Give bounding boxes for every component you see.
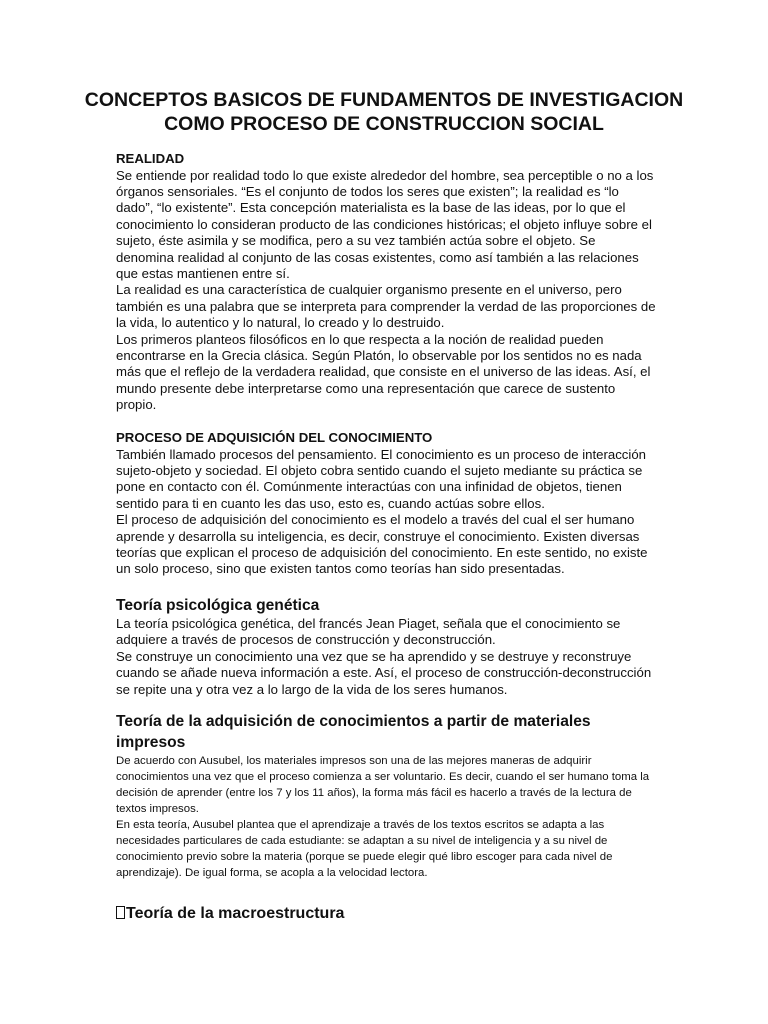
paragraph: Se entiende por realidad todo lo que existe alrededor del hombre, sea perceptible o no a los órganos sensoriales. “Es el conjunto de todos los seres que existen”; la realidad es “lo dado”, “lo existente”. Esta concepción materialista es la base de las ideas, por lo que el conocimiento lo consideran producto de las condiciones históricas; el objeto influye sobre el sujeto, éste asimila y se modifica, pero a su vez también actúa sobre el objeto. Se denomina realidad al conjunto de las cosas existentes, como así también a las relaciones que estas mantienen entre sí. <box>116 167 654 281</box>
document-title <box>80 88 688 136</box>
paragraph: Se construye un conocimiento una vez que se ha aprendido y se destruye y reconstruye cuando se añade nueva información a este. Así, el proceso de construcción-deconstrucción se repite una y otra vez a lo largo de la vida de los seres humanos. <box>116 648 652 697</box>
section-realidad <box>116 151 656 414</box>
section-heading: REALIDAD <box>116 151 185 166</box>
section-heading: PROCESO DE ADQUISICIÓN DEL CONOCIMIENTO <box>116 430 433 445</box>
paragraph: El proceso de adquisición del conocimiento es el modelo a través del cual el ser humano aprende y desarrolla su inteligencia, es decir, construye el conocimiento. Existen diversas teorías que explican el proceso de adquisición del conocimiento. En este sentido, no existe un solo proceso, sino que existen tantos como teorías han sido presentadas. <box>116 512 648 577</box>
paragraph: También llamado procesos del pensamiento. El conocimiento es un proceso de interacción sujeto-objeto y sociedad. El objeto cobra sentido cuando el sujeto mediante su práctica se pone en contacto con él. Comúnmente interactúas con una infinidad de objetos, tienen sentido para ti en cuanto les das uso, esto es, cuando actúas sobre ellos. <box>116 446 646 511</box>
heading-text: Teoría de la macroestructura <box>126 905 345 922</box>
section-proceso <box>116 430 656 578</box>
subsection-heading: Teoría de la adquisición de conocimientos a partir de materiales impresos <box>116 713 591 751</box>
paragraph: Los primeros planteos filosóficos en lo que respecta a la noción de realidad pueden encontrarse en la Grecia clásica. Según Platón, lo observable por los sentidos no es nada más que el reflejo de la verdadera realidad, que consiste en el universo de las ideas. Así, el mundo presente debe interpretarse como una representación que carece de sustento propio. <box>116 331 651 413</box>
missing-glyph-icon <box>116 906 125 919</box>
subsection-heading: Teoría psicológica genética <box>116 597 320 614</box>
section-macroestructura-heading <box>116 903 344 925</box>
title-line-2: COMO PROCESO DE CONSTRUCCION SOCIAL <box>164 113 604 135</box>
paragraph: En esta teoría, Ausubel plantea que el aprendizaje a través de los textos escritos se adapta a las necesidades particulares de cada estudiante: se adaptan a su nivel de inteligencia y a su nivel de conocimiento previo sobre la materia (porque se puede elegir qué libro escoger para cada nivel de aprendizaje). De igual forma, se acopla a la velocidad lectora. <box>116 819 613 879</box>
paragraph: La realidad es una característica de cualquier organismo presente en el universo, pero también es una palabra que se interpreta para comprender la verdad de las proporciones de la vida, lo autentico y lo natural, lo creado y lo destruido. <box>116 282 656 331</box>
section-piaget <box>116 595 656 698</box>
section-ausubel <box>116 711 656 881</box>
title-line-1: CONCEPTOS BASICOS DE FUNDAMENTOS DE INVESTIGACION <box>84 89 684 111</box>
paragraph: La teoría psicológica genética, del francés Jean Piaget, señala que el conocimiento se adquiere a través de procesos de construcción y deconstrucción. <box>116 616 621 648</box>
paragraph: De acuerdo con Ausubel, los materiales impresos son una de las mejores maneras de adquirir conocimientos una vez que el proceso comienza a ser voluntario. Es decir, cuando el ser humano toma la decisión de aprender (entre los 7 y los 11 años), la forma más fácil es hacerlo a través de la lectura de textos impresos. <box>116 755 650 815</box>
